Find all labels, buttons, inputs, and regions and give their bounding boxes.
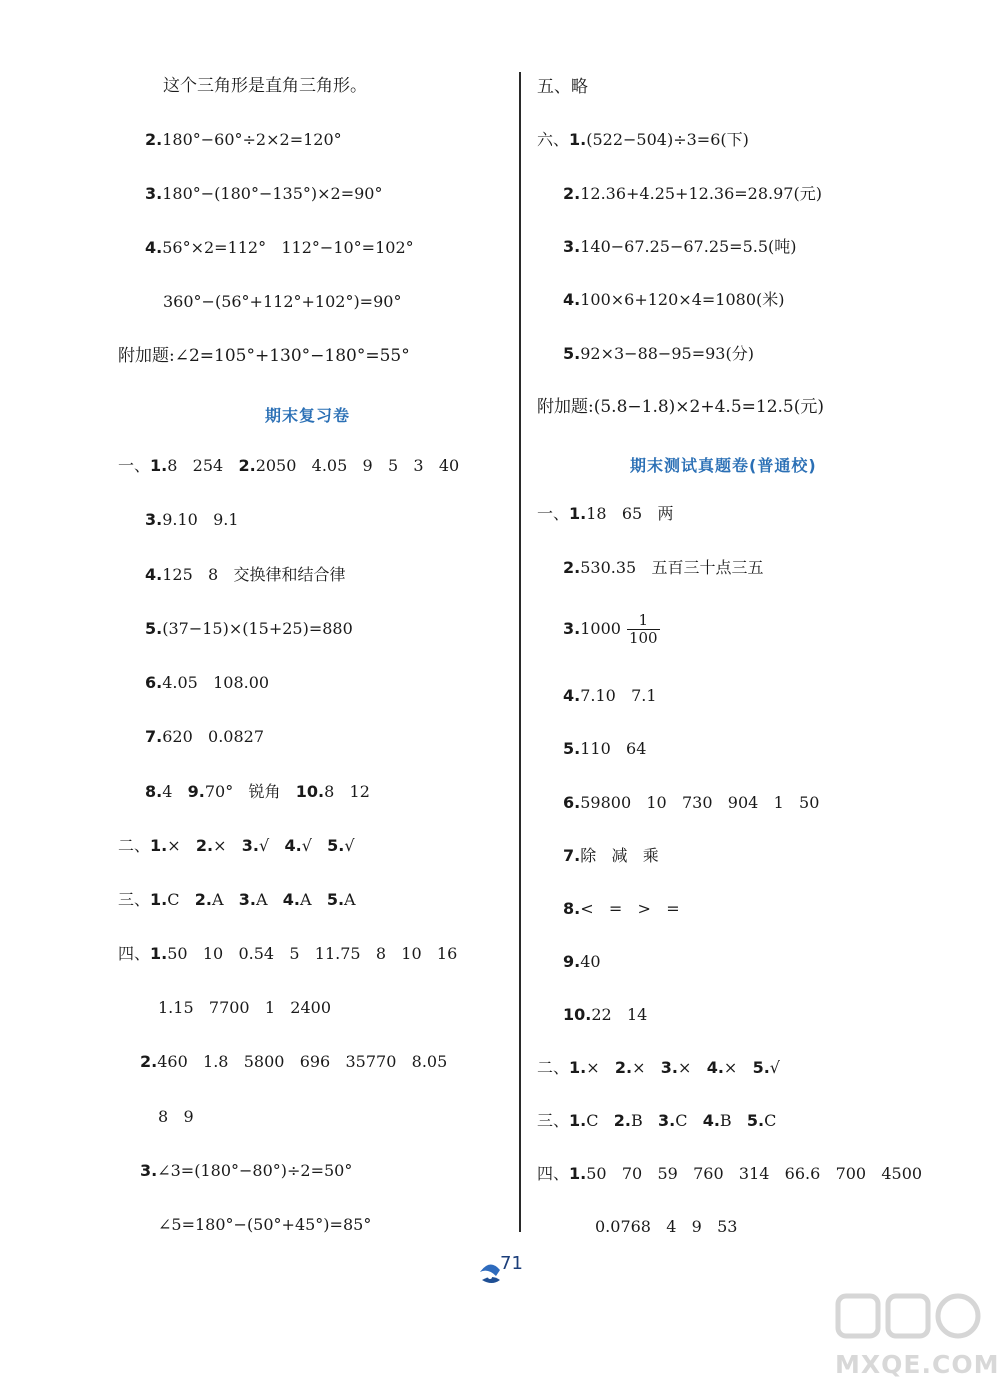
answer-line: 7.620 0.0827 <box>145 727 264 746</box>
section-heading: 期末测试真题卷(普通校) <box>630 456 817 475</box>
answer-line: 5.110 64 <box>563 739 647 758</box>
answer-line: 2.12.36+4.25+12.36=28.97(元) <box>563 184 822 203</box>
answer-line: 3.9.10 9.1 <box>145 510 239 529</box>
section-heading: 期末复习卷 <box>265 406 351 425</box>
page-number: 71 <box>500 1253 523 1274</box>
answer-line: 8.< = > = <box>563 899 680 918</box>
answer-line: 3.140−67.25−67.25=5.5(吨) <box>563 237 797 256</box>
answer-line: 6.4.05 108.00 <box>145 673 270 692</box>
column-divider <box>519 72 521 1232</box>
answer-line: 5.92×3−88−95=93(分) <box>563 344 754 363</box>
answer-line: 2.180°−60°÷2×2=120° <box>145 130 342 149</box>
answer-line: 一、1.8 254 2.2050 4.05 9 5 3 40 <box>118 456 460 475</box>
answer-line: 五、略 <box>537 77 588 97</box>
answer-line: 三、1.C 2.A 3.A 4.A 5.A <box>118 890 356 909</box>
answer-line: 3.∠3=(180°−80°)÷2=50° <box>140 1161 353 1180</box>
answer-line: 5.(37−15)×(15+25)=880 <box>145 619 353 638</box>
answer-line: 8 9 <box>158 1107 194 1126</box>
answer-line: 9.40 <box>563 952 601 971</box>
answer-line: 0.0768 4 9 53 <box>595 1217 738 1236</box>
answer-line: 一、1.18 65 两 <box>537 504 674 523</box>
answer-line: 360°−(56°+112°+102°)=90° <box>163 292 402 311</box>
answer-line: 6.59800 10 730 904 1 50 <box>563 793 820 812</box>
bonus-answer: 附加题:∠2=105°+130°−180°=55° <box>118 346 410 366</box>
answer-line: 3.1000 $\frac{1}{100}$ <box>563 611 658 647</box>
answer-line: 4.56°×2=112° 112°−10°=102° <box>145 238 414 257</box>
answer-line: 2.460 1.8 5800 696 35770 8.05 <box>140 1052 448 1071</box>
answer-line: 2.530.35 五百三十点三五 <box>563 558 764 577</box>
answer-line: 三、1.C 2.B 3.C 4.B 5.C <box>537 1111 777 1130</box>
answer-line: 这个三角形是直角三角形。 <box>163 76 367 96</box>
answer-line: 8.4 9.70° 锐角 10.8 12 <box>145 782 370 801</box>
watermark-text: MXQE.COM <box>835 1350 1000 1379</box>
answer-line: 四、1.50 10 0.54 5 11.75 8 10 16 <box>118 944 458 963</box>
bonus-answer: 附加题:(5.8−1.8)×2+4.5=12.5(元) <box>537 397 825 417</box>
answer-line: 4.7.10 7.1 <box>563 686 657 705</box>
answer-line: ∠5=180°−(50°+45°)=85° <box>158 1215 372 1234</box>
fraction: $\frac{1}{100}$ <box>628 611 658 647</box>
answer-line: 7.除 减 乘 <box>563 846 659 865</box>
answer-line: 二、1.× 2.× 3.× 4.× 5.√ <box>537 1058 780 1077</box>
answer-line: 六、1.(522−504)÷3=6(下) <box>537 130 749 149</box>
answer-line: 二、1.× 2.× 3.√ 4.√ 5.√ <box>118 836 355 855</box>
answer-line: 4.100×6+120×4=1080(米) <box>563 290 785 309</box>
answer-line: 四、1.50 70 59 760 314 66.6 700 4500 <box>537 1164 923 1183</box>
answer-line: 4.125 8 交换律和结合律 <box>145 565 346 584</box>
answer-line: 10.22 14 <box>563 1005 648 1024</box>
answer-line: 1.15 7700 1 2400 <box>158 998 332 1017</box>
answer-line: 3.180°−(180°−135°)×2=90° <box>145 184 383 203</box>
